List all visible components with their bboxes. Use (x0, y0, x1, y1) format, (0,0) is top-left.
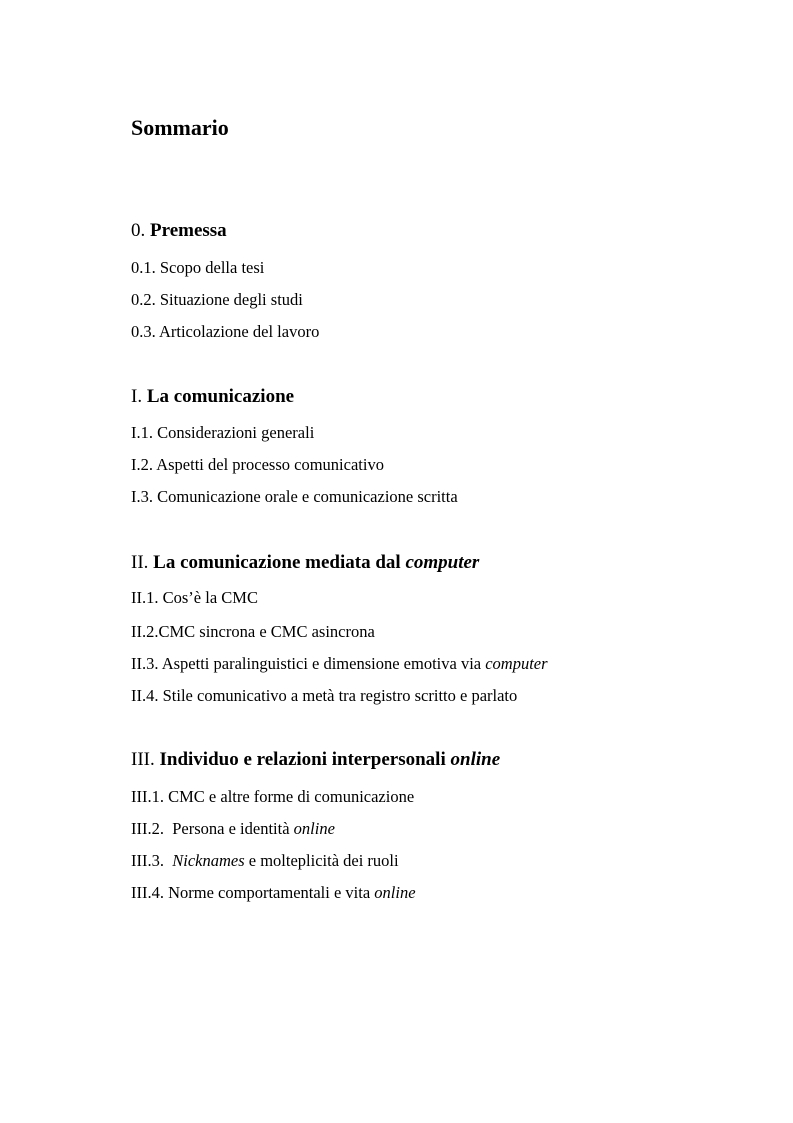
section-heading-individuo (131, 748, 500, 772)
entry-text: CMC e altre forme di comunicazione (168, 787, 415, 806)
entry-text: Stile comunicativo a metà tra registro scritto e parlato (162, 686, 518, 705)
entry-number: II.1. (131, 588, 159, 607)
toc-entry (131, 258, 264, 278)
entry-italic: computer (485, 654, 548, 673)
entry-text: CMC sincrona e CMC asincrona (158, 622, 375, 641)
section-number: 0. (131, 220, 146, 241)
entry-italic: Nicknames (172, 851, 245, 870)
toc-entry (131, 622, 375, 642)
entry-text: e molteplicità dei ruoli (248, 851, 399, 870)
entry-number: I.3. (131, 487, 153, 506)
entry-text: Persona e identità (172, 819, 290, 838)
section-heading-premessa (131, 219, 227, 243)
toc-entry (131, 322, 319, 342)
entry-number: I.2. (131, 455, 153, 474)
entry-number: 0.1. (131, 258, 156, 277)
toc-entry (131, 290, 303, 310)
toc-entry (131, 423, 314, 443)
entry-italic: online (293, 819, 335, 838)
entry-italic: online (374, 883, 416, 902)
entry-text: Cos’è la CMC (162, 588, 258, 607)
entry-number: II.3. (131, 654, 159, 673)
toc-entry (131, 883, 416, 903)
entry-number: I.1. (131, 423, 153, 442)
toc-entry (131, 455, 384, 475)
section-title: Premessa (150, 220, 227, 241)
section-number: I. (131, 386, 143, 407)
toc-entry (131, 787, 414, 807)
entry-text: Articolazione del lavoro (158, 322, 320, 341)
toc-entry (131, 487, 458, 507)
section-title: La comunicazione (146, 386, 295, 407)
toc-entry (131, 851, 399, 871)
entry-text: Situazione degli studi (159, 290, 303, 309)
entry-number: III.2. (131, 819, 164, 838)
entry-number: II.4. (131, 686, 159, 705)
section-title: La comunicazione mediata dal (153, 552, 401, 573)
entry-text: Aspetti paralinguistici e dimensione emotiva via (161, 654, 482, 673)
entry-number: 0.3. (131, 322, 156, 341)
entry-text: Comunicazione orale e comunicazione scritta (157, 487, 458, 506)
entry-number: 0.2. (131, 290, 156, 309)
entry-text: Aspetti del processo comunicativo (156, 455, 384, 474)
section-title-italic: online (450, 749, 501, 770)
section-number: II. (131, 552, 149, 573)
toc-entry (131, 819, 335, 839)
toc-entry (131, 686, 517, 706)
toc-entry (131, 654, 548, 674)
entry-number: III.4. (131, 883, 164, 902)
section-title-italic: computer (405, 552, 480, 573)
section-heading-comunicazione (131, 385, 294, 409)
entry-text: Norme comportamentali e vita (168, 883, 371, 902)
entry-number: III.1. (131, 787, 164, 806)
page-title: Sommario (131, 115, 229, 140)
toc-entry (131, 588, 258, 608)
section-heading-cmc (131, 551, 479, 575)
entry-text: Considerazioni generali (157, 423, 315, 442)
section-number: III. (131, 749, 155, 770)
section-title: Individuo e relazioni interpersonali (159, 749, 446, 770)
entry-number: II.2. (131, 622, 159, 641)
entry-number: III.3. (131, 851, 164, 870)
entry-text: Scopo della tesi (159, 258, 265, 277)
